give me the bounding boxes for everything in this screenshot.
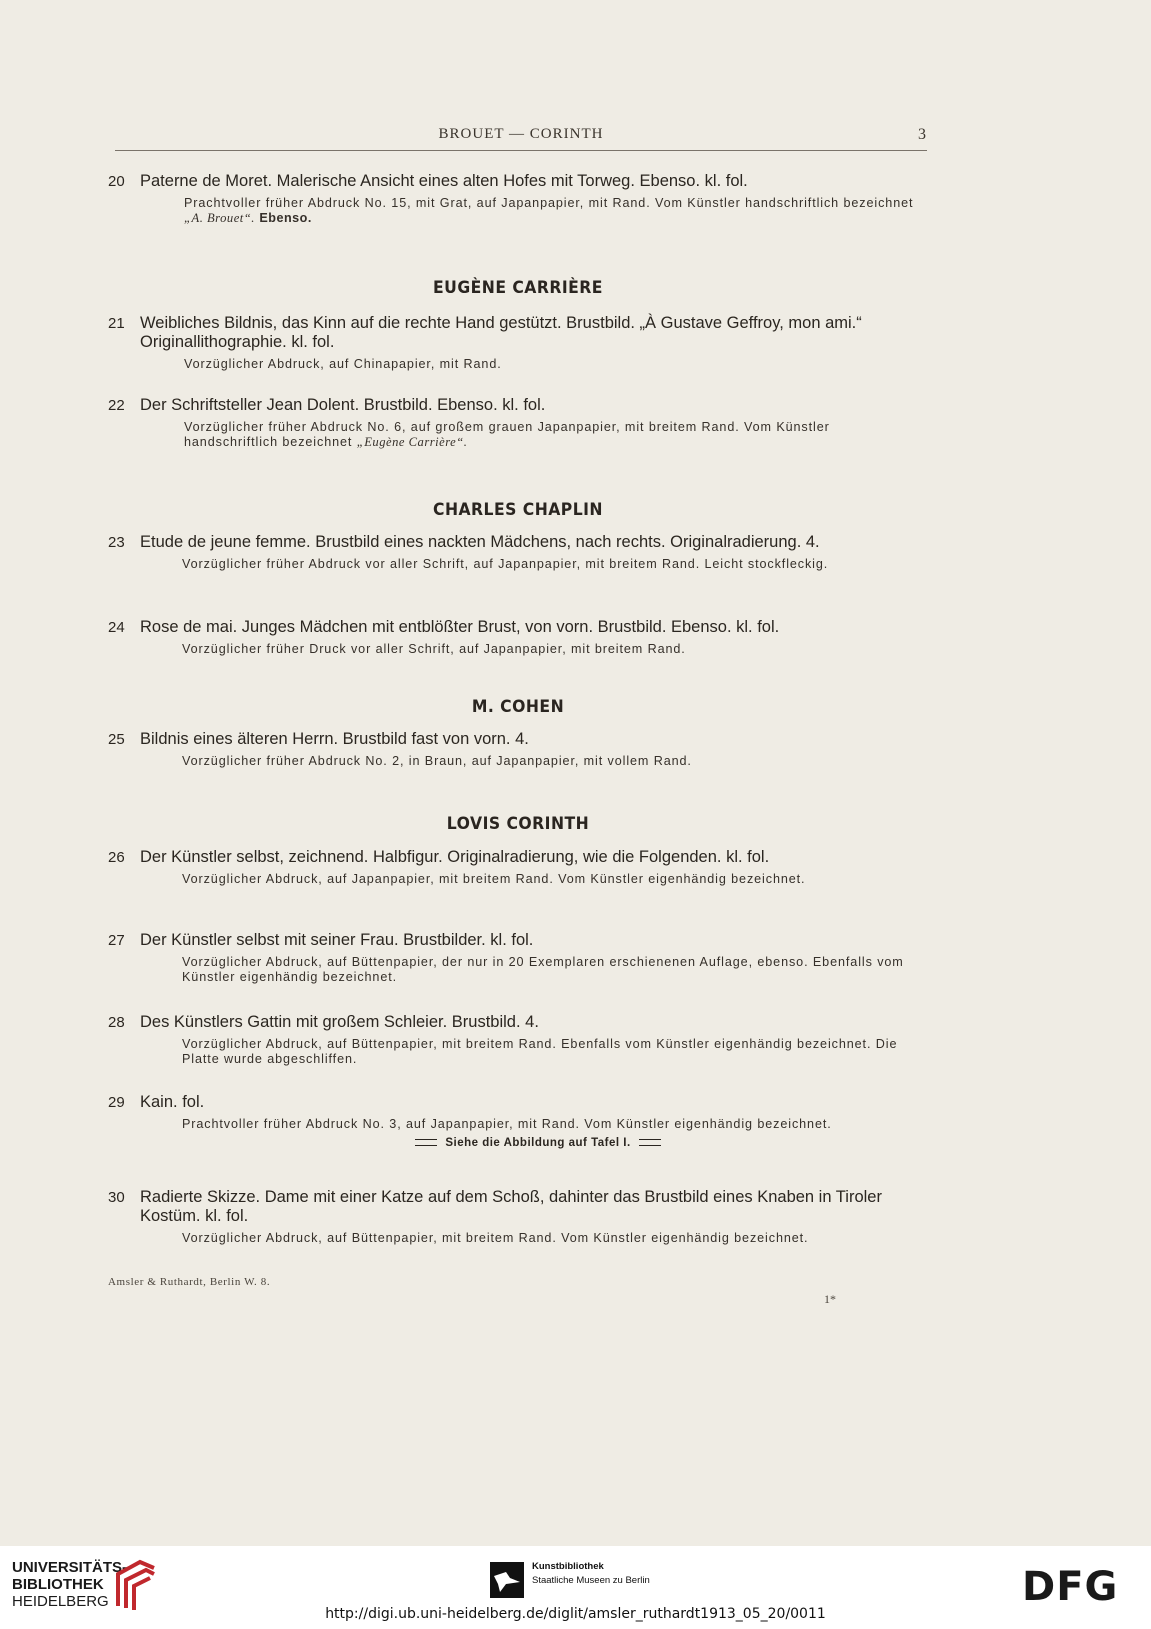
entry-number: 20 (108, 173, 125, 190)
entry-description: Prachtvoller früher Abdruck No. 15, mit Grat, auf Japanpapier, mit Rand. Vom Künstler handschriftlich bezeichnet „A. Brouet“. Ebenso. (184, 196, 914, 225)
entry-description: Vorzüglicher Abdruck, auf Büttenpapier, der nur in 20 Exemplaren erschienenen Auflage, ebenso. Ebenfalls vom Künstler eigenhändig bezeichnet. (182, 955, 904, 984)
entry-number: 24 (108, 619, 125, 636)
entry-description: Vorzüglicher Abdruck, auf Büttenpapier, mit breitem Rand. Ebenfalls vom Künstler eigenhändig bezeichnet. Die Platte wurde abgeschliffen. (182, 1037, 898, 1066)
signature-mark: 1* (824, 1292, 836, 1306)
university-library-name: UNIVERSITÄTS- BIBLIOTHEK HEIDELBERG (12, 1559, 128, 1610)
rule-left (415, 1139, 437, 1146)
plate-reference-note: Siehe die Abbildung auf Tafel I. (108, 1137, 928, 1149)
catalog-entry (108, 172, 928, 226)
header-title: BROUET — CORINTH (438, 126, 604, 142)
entry-description: Prachtvoller früher Abdruck No. 3, auf Japanpapier, mit Rand. Vom Künstler eigenhändig bezeichnet. (182, 1117, 832, 1131)
catalog-entry (108, 314, 928, 372)
catalog-entry (108, 848, 928, 887)
page-number: 3 (918, 126, 927, 143)
kunstbibliothek-name: Kunstbibliothek Staatliche Museen zu Berlin (532, 1561, 650, 1586)
entry-title: 22 Der Schriftsteller Jean Dolent. Brustbild. Ebenso. kl. fol. (108, 396, 546, 414)
catalog-entry (108, 1013, 928, 1067)
entry-number: 21 (108, 315, 125, 332)
permalink-url[interactable]: http://digi.ub.uni-heidelberg.de/diglit/amsler_ruthardt1913_05_20/0011 (325, 1606, 826, 1622)
entry-description: Vorzüglicher früher Druck vor aller Schrift, auf Japanpapier, mit breitem Rand. (182, 642, 686, 656)
digitization-footer (0, 1546, 1151, 1629)
printer-imprint: Amsler & Ruthardt, Berlin W. 8. (108, 1276, 271, 1288)
entry-title: 26 Der Künstler selbst, zeichnend. Halbfigur. Originalradierung, wie die Folgenden. kl. fol. (108, 848, 770, 866)
dfg-logo[interactable]: DFG (1022, 1564, 1119, 1610)
entry-title: 23 Etude de jeune femme. Brustbild eines nackten Mädchens, nach rechts. Originalradierung. 4. (108, 533, 820, 551)
entry-description: Vorzüglicher früher Abdruck No. 6, auf großem grauen Japanpapier, mit breitem Rand. Vom Künstler handschriftlich bezeichnet „Eugène Carrière“. (184, 420, 830, 449)
entry-number: 27 (108, 932, 125, 949)
section-heading: M. COHEN (471, 697, 565, 717)
entry-number: 29 (108, 1094, 125, 1111)
catalog-entry (108, 618, 928, 657)
eagle-icon (490, 1562, 524, 1598)
rule-right (639, 1139, 661, 1146)
entry-description: Vorzüglicher Abdruck, auf Japanpapier, mit breitem Rand. Vom Künstler eigenhändig bezeichnet. (182, 872, 806, 886)
section-heading: CHARLES CHAPLIN (433, 500, 603, 520)
section-heading: LOVIS CORINTH (446, 814, 590, 834)
entry-description: Vorzüglicher früher Abdruck vor aller Schrift, auf Japanpapier, mit breitem Rand. Leicht stockfleckig. (182, 557, 829, 571)
entry-title: 21 Weibliches Bildnis, das Kinn auf die rechte Hand gestützt. Brustbild. „À Gustave Geffroy, mon ami.“ Originallithographie. kl. fol. (108, 314, 862, 351)
entry-title: 30 Radierte Skizze. Dame mit einer Katze auf dem Schoß, dahinter das Brustbild eines Knaben in Tiroler Kostüm. kl. fol. (108, 1188, 882, 1225)
kunstbibliothek-logo-icon[interactable] (490, 1562, 524, 1598)
catalog-entry (108, 533, 928, 572)
catalog-entry (108, 1093, 928, 1149)
university-logo-icon[interactable] (110, 1556, 160, 1612)
entry-title: 24 Rose de mai. Junges Mädchen mit entblößter Brust, von vorn. Brustbild. Ebenso. kl. fol. (108, 618, 780, 636)
entry-number: 28 (108, 1014, 125, 1031)
entry-title: 25 Bildnis eines älteren Herrn. Brustbild fast von vorn. 4. (108, 730, 529, 748)
entry-number: 25 (108, 731, 125, 748)
running-header (115, 124, 927, 151)
entry-title: 20 Paterne de Moret. Malerische Ansicht eines alten Hofes mit Torweg. Ebenso. kl. fol. (108, 172, 748, 190)
catalog-entry (108, 730, 928, 769)
section-heading: EUGÈNE CARRIÈRE (433, 278, 603, 298)
entry-description: Vorzüglicher früher Abdruck No. 2, in Braun, auf Japanpapier, mit vollem Rand. (182, 754, 692, 768)
entry-description: Vorzüglicher Abdruck, auf Chinapapier, mit Rand. (184, 357, 502, 371)
catalog-entry (108, 1188, 928, 1246)
entry-description: Vorzüglicher Abdruck, auf Büttenpapier, mit breitem Rand. Vom Künstler eigenhändig bezeichnet. (182, 1231, 809, 1245)
entry-number: 23 (108, 534, 125, 551)
entry-number: 22 (108, 397, 125, 414)
catalog-entry (108, 931, 928, 985)
entry-number: 30 (108, 1189, 125, 1206)
catalog-entry (108, 396, 928, 450)
entry-title: 28 Des Künstlers Gattin mit großem Schleier. Brustbild. 4. (108, 1013, 539, 1031)
entry-number: 26 (108, 849, 125, 866)
entry-title: 27 Der Künstler selbst mit seiner Frau. Brustbilder. kl. fol. (108, 931, 534, 949)
entry-title: 29 Kain. fol. (108, 1093, 205, 1111)
